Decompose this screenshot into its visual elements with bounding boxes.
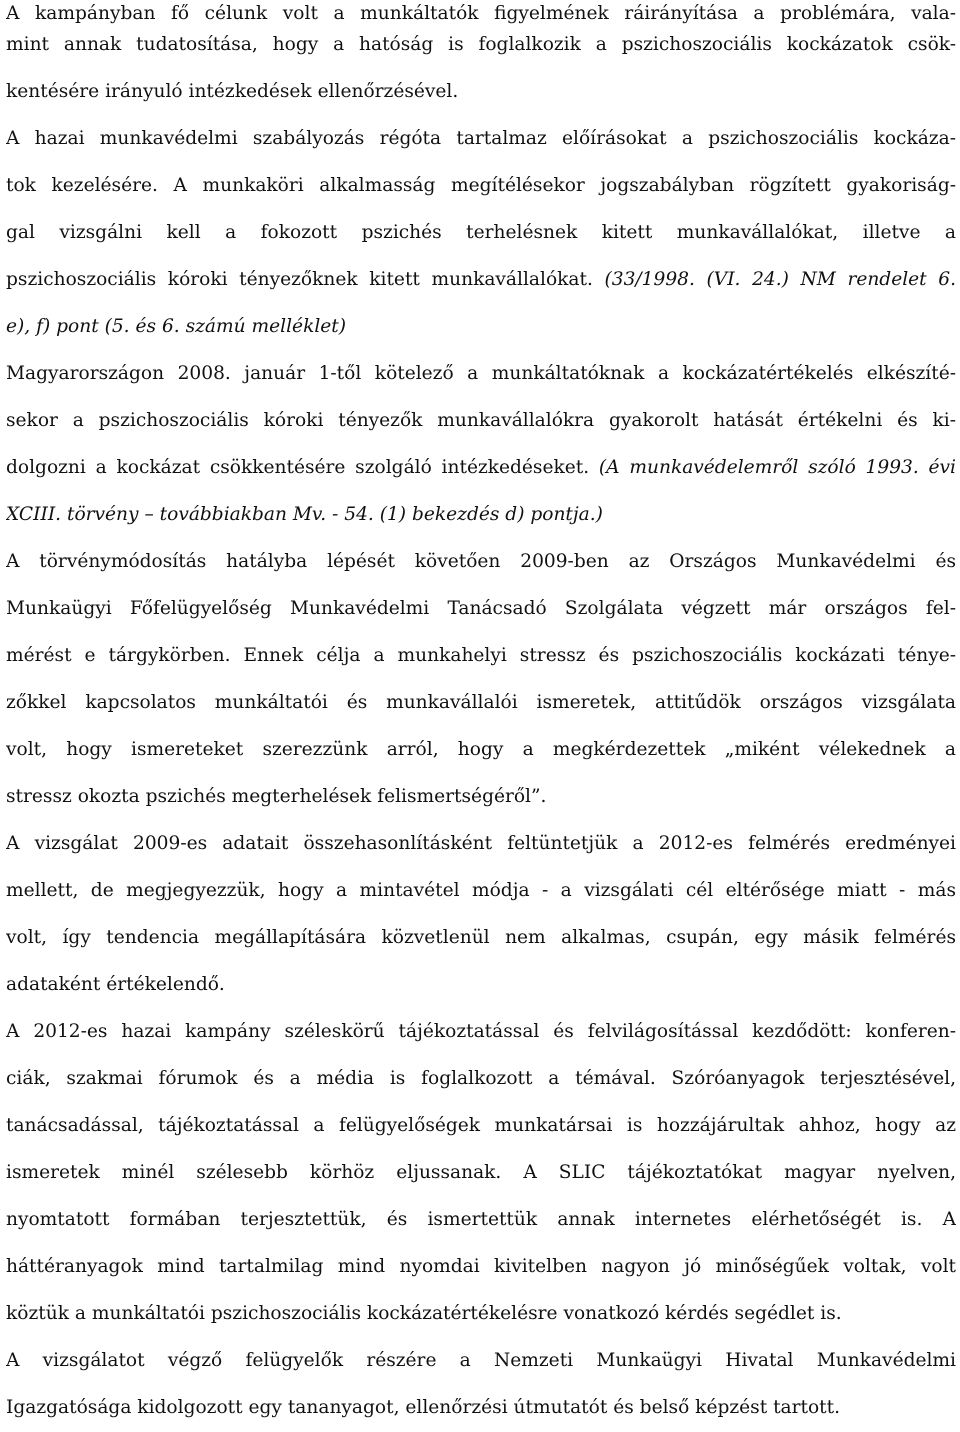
text-line: tok kezelésére. A munkaköri alkalmasság megítélésekor jogszabályban rögzített gyakoriság- xyxy=(6,175,956,196)
citation: (33/1998. (VI. 24.) NM rendelet 6. xyxy=(604,269,956,290)
text-line: ciák, szakmai fórumok és a média is foglalkozott a témával. Szóróanyagok terjesztésével, xyxy=(6,1068,956,1089)
text-segment: pszichoszociális kóroki tényezőknek kitett munkavállalókat. xyxy=(6,269,605,290)
text-line: A vizsgálatot végző felügyelők részére a Nemzeti Munkaügyi Hivatal Munkavédelmi xyxy=(6,1350,956,1371)
text-line: tanácsadással, tájékoztatással a felügyelőségek munkatársai is hozzájárultak ahhoz, hogy az xyxy=(6,1115,956,1136)
text-segment: dolgozni a kockázat csökkentésére szolgáló intézkedéseket. xyxy=(6,457,599,478)
text-line: Munkaügyi Főfelügyelőség Munkavédelmi Tanácsadó Szolgálata végzett már országos fel- xyxy=(6,598,956,619)
citation: (A munkavédelemről szóló 1993. évi xyxy=(598,457,956,478)
text-line: mellett, de megjegyezzük, hogy a mintavétel módja - a vizsgálati cél eltérősége miatt - más xyxy=(6,880,956,901)
text-line: gal vizsgálni kell a fokozott pszichés terhelésnek kitett munkavállalókat, illetve a xyxy=(6,222,956,243)
text-line: köztük a munkáltatói pszichoszociális kockázatértékelésre vonatkozó kérdés segédlet is. xyxy=(6,1303,842,1324)
text-line: mint annak tudatosítása, hogy a hatóság is foglalkozik a pszichoszociális kockázatok csök- xyxy=(6,34,956,55)
text-line: háttéranyagok mind tartalmilag mind nyomdai kivitelben nagyon jó minőségűek voltak, volt xyxy=(6,1256,956,1277)
text-line xyxy=(6,265,956,295)
text-line: sekor a pszichoszociális kóroki tényezők munkavállalókra gyakorolt hatását értékelni és ki- xyxy=(6,410,956,431)
citation-line: e), f) pont (5. és 6. számú melléklet) xyxy=(6,316,347,337)
text-line: mérést e tárgykörben. Ennek célja a munkahelyi stressz és pszichoszociális kockázati ténye- xyxy=(6,645,956,666)
text-line: A 2012-es hazai kampány széleskörű tájékoztatással és felvilágosítással kezdődött: konferen- xyxy=(6,1021,956,1042)
citation-line: XCIII. törvény – továbbiakban Mv. - 54. (1) bekezdés d) pontja.) xyxy=(6,504,603,525)
text-line: nyomtatott formában terjesztettük, és ismertettük annak internetes elérhetőségét is. A xyxy=(6,1209,956,1230)
text-line: A hazai munkavédelmi szabályozás régóta tartalmaz előírásokat a pszichoszociális kockáza- xyxy=(6,128,956,149)
text-line: zőkkel kapcsolatos munkáltatói és munkavállalói ismeretek, attitűdök országos vizsgálata xyxy=(6,692,956,713)
text-line: Magyarországon 2008. január 1-től kötelező a munkáltatóknak a kockázatértékelés elkészíté- xyxy=(6,363,956,384)
text-line: A vizsgálat 2009-es adatait összehasonlításként feltüntetjük a 2012-es felmérés eredményei xyxy=(6,833,956,854)
text-line: stressz okozta pszichés megterhelések felismertségéről”. xyxy=(6,786,547,807)
text-line: ismeretek minél szélesebb körhöz eljussanak. A SLIC tájékoztatókat magyar nyelven, xyxy=(6,1162,956,1183)
text-line xyxy=(6,453,956,483)
text-line: kentésére irányuló intézkedések ellenőrzésével. xyxy=(6,81,459,102)
text-line: adataként értékelendő. xyxy=(6,974,225,995)
text-line: volt, így tendencia megállapítására közvetlenül nem alkalmas, csupán, egy másik felmérés xyxy=(6,927,956,948)
text-line: Igazgatósága kidolgozott egy tananyagot, ellenőrzési útmutatót és belső képzést tartott. xyxy=(6,1397,841,1418)
text-line: volt, hogy ismereteket szerezzünk arról, hogy a megkérdezettek „miként vélekednek a xyxy=(6,739,956,760)
text-line: A kampányban fő célunk volt a munkáltatók figyelmének ráirányítása a problémára, vala- xyxy=(6,3,956,24)
text-line: A törvénymódosítás hatályba lépését követően 2009-ben az Országos Munkavédelmi és xyxy=(6,551,956,572)
